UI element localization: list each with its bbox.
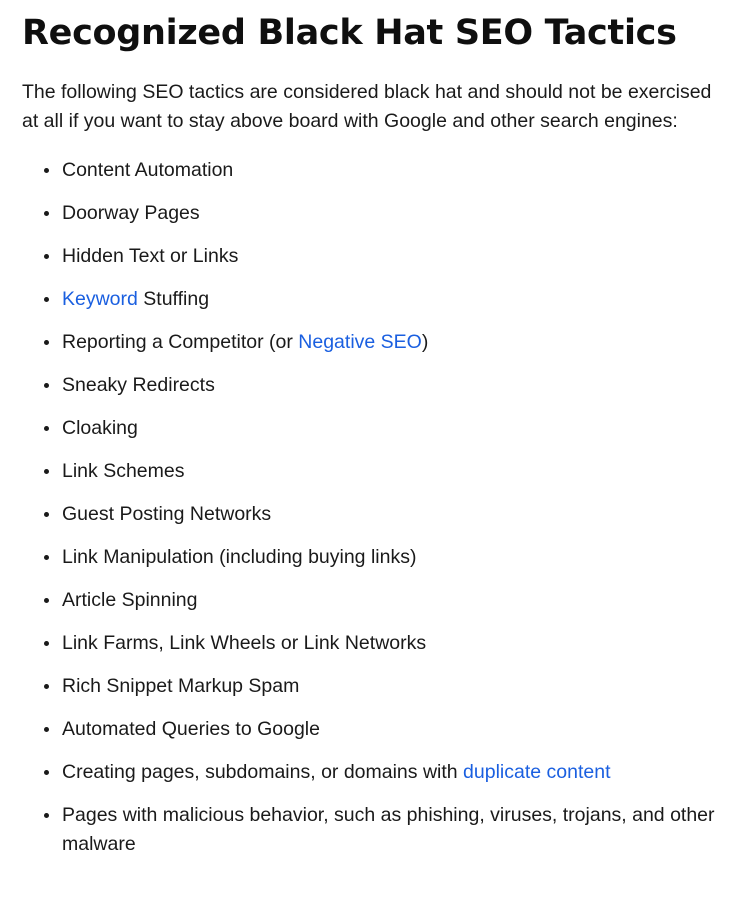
list-item-article-spinning: Article Spinning xyxy=(22,586,732,615)
reporting-competitor-text: Reporting a Competitor (or xyxy=(62,331,299,353)
list-item-cloaking: Cloaking xyxy=(22,414,732,443)
list-item-guest-posting: Guest Posting Networks xyxy=(22,500,732,529)
list-item-rich-snippet: Rich Snippet Markup Spam xyxy=(22,672,732,701)
list-item-link-farms: Link Farms, Link Wheels or Link Networks xyxy=(22,629,732,658)
negative-seo-link[interactable]: Negative SEO xyxy=(298,331,422,353)
list-item-hidden-text: Hidden Text or Links xyxy=(22,242,732,271)
list-item-content-automation: Content Automation xyxy=(22,156,732,185)
reporting-competitor-close: ) xyxy=(421,331,429,353)
intro-paragraph: The following SEO tactics are considered black hat and should not be exercised at all if you want to stay above board with Google and other search engines: xyxy=(22,81,712,132)
list-item-sneaky-redirects: Sneaky Redirects xyxy=(22,371,732,400)
list-item-link-schemes: Link Schemes xyxy=(22,457,732,486)
list-item-duplicate-content xyxy=(22,758,732,787)
duplicate-content-link[interactable]: duplicate content xyxy=(463,761,611,783)
list-item-keyword-stuffing xyxy=(22,285,732,314)
list-item-malicious-pages: Pages with malicious behavior, such as phishing, viruses, trojans, and other malware xyxy=(22,801,732,859)
keyword-stuffing-text: Stuffing xyxy=(137,288,210,310)
list-item-link-manipulation: Link Manipulation (including buying links) xyxy=(22,543,732,572)
list-item-doorway-pages: Doorway Pages xyxy=(22,199,732,228)
section-heading: Recognized Black Hat SEO Tactics xyxy=(22,13,677,53)
tactics-list xyxy=(22,156,732,859)
list-item-automated-queries: Automated Queries to Google xyxy=(22,715,732,744)
list-item-reporting-competitor xyxy=(22,328,732,357)
duplicate-content-text: Creating pages, subdomains, or domains with xyxy=(62,761,464,783)
keyword-link[interactable]: Keyword xyxy=(62,288,138,310)
